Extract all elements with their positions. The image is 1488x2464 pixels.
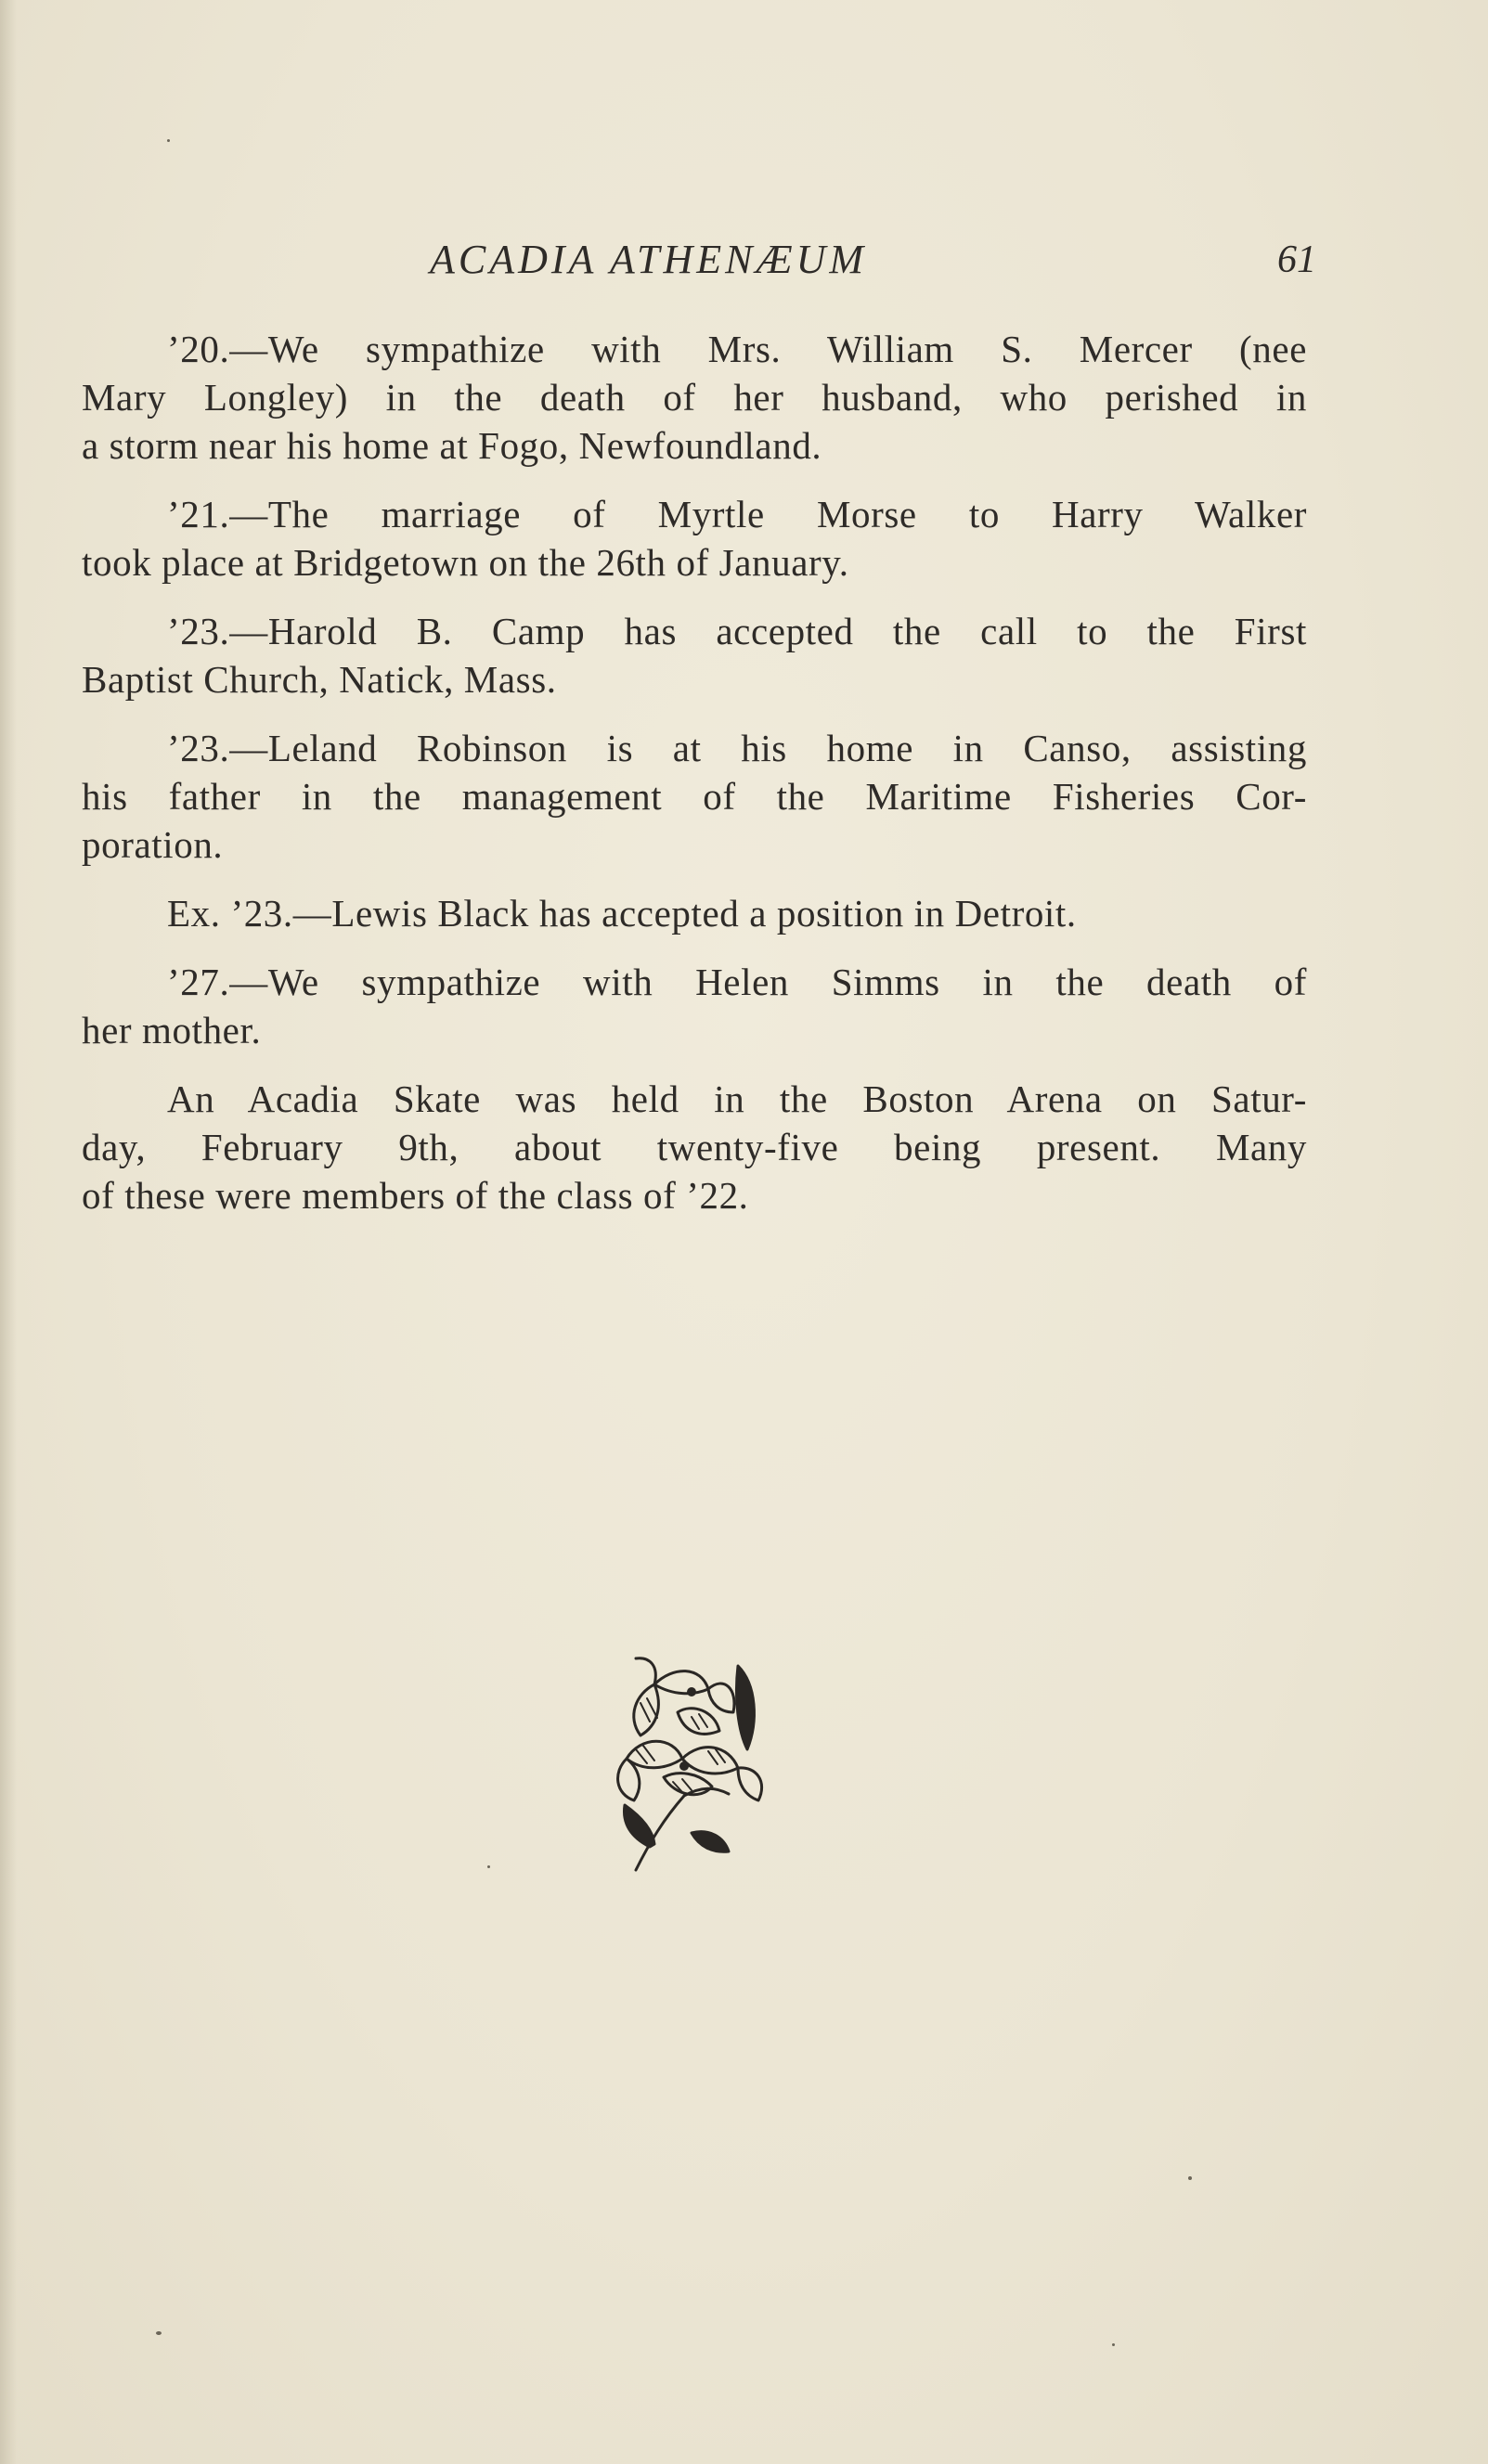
text-line: took place at Bridgetown on the 26th of January. <box>82 541 849 584</box>
paper-speck <box>1112 2343 1115 2346</box>
note-paragraph <box>82 889 1307 937</box>
text-line: ’20.—We sympathize with Mrs. William S. Mercer (nee <box>167 328 1307 370</box>
text-line: An Acadia Skate was held in the Boston Arena on Satur- <box>167 1077 1307 1120</box>
text-line: ’21.—The marriage of Myrtle Morse to Harry Walker <box>167 493 1307 535</box>
text-line: ’23.—Harold B. Camp has accepted the call to the First <box>167 610 1307 652</box>
text-line: ’23.—Leland Robinson is at his home in Canso, assisting <box>167 727 1307 769</box>
text-line: Ex. ’23.—Lewis Black has accepted a position in Detroit. <box>167 892 1077 935</box>
text-line: his father in the management of the Maritime Fisheries Cor- <box>82 775 1307 818</box>
text-line: her mother. <box>82 1009 262 1051</box>
text-line: a storm near his home at Fogo, Newfoundland. <box>82 424 822 467</box>
text-line: ’27.—We sympathize with Helen Simms in the death of <box>167 961 1307 1003</box>
note-paragraph <box>82 724 1307 869</box>
mayflower-ornament-icon <box>599 1647 784 1879</box>
note-paragraph <box>82 325 1307 470</box>
spine-shadow <box>0 0 17 2464</box>
alumni-notes <box>82 325 1307 1240</box>
text-line: poration. <box>82 823 224 866</box>
paper-speck <box>167 139 170 142</box>
paper-speck <box>156 2331 162 2335</box>
text-line: of these were members of the class of ’22. <box>82 1174 749 1217</box>
note-paragraph <box>82 607 1307 703</box>
page-header <box>82 232 1316 288</box>
note-paragraph <box>82 958 1307 1054</box>
paper-speck <box>1188 2176 1192 2180</box>
note-paragraph <box>82 1075 1307 1219</box>
note-paragraph <box>82 490 1307 587</box>
page-number: 61 <box>1277 239 1316 281</box>
text-line: day, February 9th, about twenty-five being present. Many <box>82 1126 1307 1168</box>
text-line: Baptist Church, Natick, Mass. <box>82 658 557 701</box>
running-head: ACADIA ATHENÆUM <box>430 237 868 282</box>
text-line: Mary Longley) in the death of her husband, who perished in <box>82 376 1307 419</box>
paper-speck <box>487 1865 490 1868</box>
